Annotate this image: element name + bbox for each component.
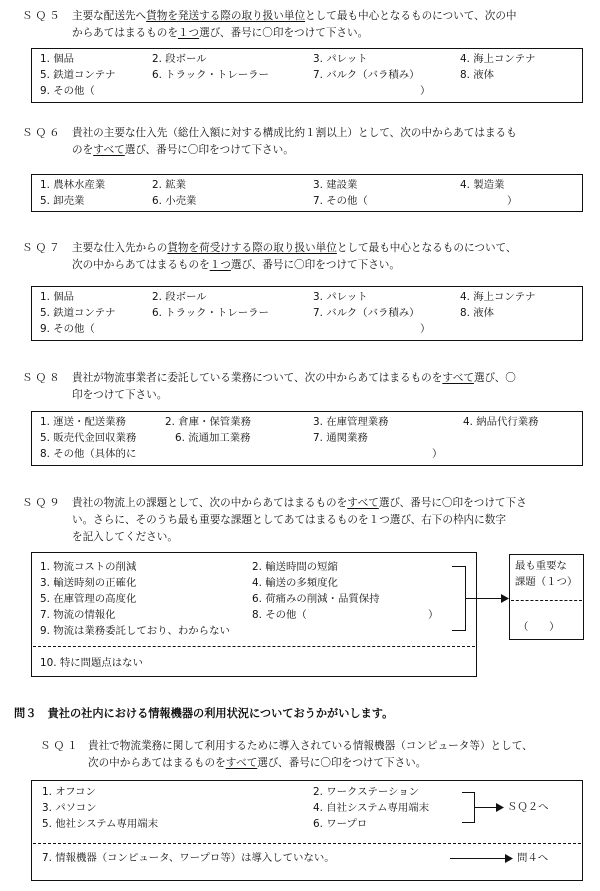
sq7-option-1[interactable]: 1. 個品 [40, 291, 74, 303]
sq1-option-7[interactable]: 7. 情報機器（コンピュータ、ワープロ等）は導入していない。 [42, 852, 335, 864]
sq5-option-4[interactable]: 4. 海上コンテナ [460, 53, 536, 65]
sq7-option-6[interactable]: 6. トラック・トレーラー [152, 307, 269, 319]
sq6-question-line1: 貴社の主要な仕入先（総仕入額に対する構成比約１割以上）として、次の中からあてはまるも [72, 127, 517, 139]
sq1-q4-arrow-line [450, 858, 508, 859]
sq9-option-1[interactable]: 1. 物流コストの削減 [40, 561, 137, 573]
sq5-option-1[interactable]: 1. 個品 [40, 53, 74, 65]
sq5-label: ＳＱ５ [22, 10, 63, 22]
q3-title: 問３ 貴社の社内における情報機器の利用状況についておうかがいします。 [14, 707, 394, 720]
sq5-option-7[interactable]: 7. バルク（バラ積み） [313, 69, 420, 81]
sq8-option-4[interactable]: 4. 納品代行業務 [463, 416, 539, 428]
goto-q4-label: 問４へ [517, 852, 549, 864]
sq1-bracket-bottom [462, 822, 475, 823]
sq7-option-9-close: ） [420, 323, 431, 335]
goto-sq2-label: ＳＱ２へ [507, 801, 549, 813]
sq9-option-4[interactable]: 4. 輸送の多頻度化 [252, 577, 338, 589]
sq7-option-2[interactable]: 2. 段ボール [152, 291, 207, 303]
sq8-option-8[interactable]: 8. その他（具体的に [40, 448, 137, 460]
sq6-option-3[interactable]: 3. 建設業 [313, 179, 358, 191]
sq5-option-9[interactable]: 9. その他（ [40, 85, 95, 97]
sq7-option-9[interactable]: 9. その他（ [40, 323, 95, 335]
sq1-option-5[interactable]: 5. 他社システム専用端末 [42, 818, 159, 830]
sq5-option-8[interactable]: 8. 液体 [460, 69, 494, 81]
sq1-q4-arrow-head-icon [505, 854, 513, 863]
sq9-option-3[interactable]: 3. 輸送時刻の正確化 [40, 577, 137, 589]
sq5-option-5[interactable]: 5. 鉄道コンテナ [40, 69, 116, 81]
sq8-question-line1: 貴社が物流事業者に委託している業務について、次の中からあてはまるものをすべて選び、〇 [72, 372, 516, 384]
sq9-divider [33, 646, 475, 647]
sq1-option-6[interactable]: 6. ワープロ [313, 818, 368, 830]
sq7-option-4[interactable]: 4. 海上コンテナ [460, 291, 536, 303]
sq5-option-9-close: ） [420, 85, 431, 97]
sq9-option-9[interactable]: 9. 物流は業務委託しており、わからない [40, 625, 230, 637]
most-important-divider [511, 600, 582, 601]
sq5-question-line1: 主要な配送先へ貨物を発送する際の取り扱い単位として最も中心となるものについて、次の中 [72, 10, 517, 22]
sq9-option-10[interactable]: 10. 特に問題点はない [40, 657, 143, 669]
most-important-title-line2: 課題（１つ） [515, 576, 578, 588]
sq1-question-line1: 貴社で物流業務に関して利用するために導入されている情報機器（コンピュータ等）として、 [88, 740, 533, 752]
sq9-arrow-line [466, 598, 504, 599]
sq8-option-5[interactable]: 5. 販売代金回収業務 [40, 432, 137, 444]
sq9-question-line2: い。さらに、そのうち最も重要な課題としてあてはまるものを１つ選び、右下の枠内に数字 [72, 514, 506, 526]
sq8-option-6[interactable]: 6. 流通加工業務 [175, 432, 251, 444]
sq9-arrow-head-icon [501, 594, 509, 603]
sq5-option-3[interactable]: 3. パレット [313, 53, 368, 65]
sq9-label: ＳＱ９ [22, 497, 63, 509]
sq9-option-7[interactable]: 7. 物流の情報化 [40, 609, 116, 621]
sq5-option-2[interactable]: 2. 段ボール [152, 53, 207, 65]
sq8-label: ＳＱ８ [22, 372, 63, 384]
sq1-option-4[interactable]: 4. 自社システム専用端末 [313, 802, 430, 814]
sq1-question-line2: 次の中からあてはまるものをすべて選び、番号に〇印をつけて下さい。 [88, 757, 427, 769]
sq9-option-6[interactable]: 6. 荷痛みの削減・品質保持 [252, 593, 380, 605]
sq1-option-1[interactable]: 1. オフコン [42, 786, 96, 798]
sq9-option-8[interactable]: 8. その他（ [252, 609, 307, 621]
sq8-option-8-close: ） [432, 448, 443, 460]
sq8-option-3[interactable]: 3. 在庫管理業務 [313, 416, 389, 428]
sq6-option-1[interactable]: 1. 農林水産業 [40, 179, 106, 191]
sq7-question-line2: 次の中からあてはまるものを１つ選び、番号に〇印をつけて下さい。 [72, 259, 400, 271]
sq1-option-3[interactable]: 3. パソコン [42, 802, 97, 814]
sq1-arrow-head-icon [496, 803, 504, 812]
sq6-option-7[interactable]: 7. その他（ [313, 195, 368, 207]
sq6-option-2[interactable]: 2. 鉱業 [152, 179, 186, 191]
sq8-option-7[interactable]: 7. 通関業務 [313, 432, 368, 444]
sq7-option-7[interactable]: 7. バルク（バラ積み） [313, 307, 420, 319]
sq7-option-8[interactable]: 8. 液体 [460, 307, 494, 319]
most-important-answer-field[interactable]: （ ） [518, 621, 560, 633]
sq1-divider [33, 843, 581, 844]
sq6-option-5[interactable]: 5. 卸売業 [40, 195, 85, 207]
sq5-option-6[interactable]: 6. トラック・トレーラー [152, 69, 269, 81]
sq6-option-7-close: ） [507, 195, 518, 207]
sq6-option-6[interactable]: 6. 小売業 [152, 195, 197, 207]
sq9-bracket-bottom [452, 630, 466, 631]
sq8-option-1[interactable]: 1. 運送・配送業務 [40, 416, 126, 428]
sq8-question-line2: 印をつけて下さい。 [72, 389, 168, 401]
sq7-label: ＳＱ７ [22, 242, 63, 254]
sq7-option-5[interactable]: 5. 鉄道コンテナ [40, 307, 116, 319]
sq9-option-2[interactable]: 2. 輸送時間の短縮 [252, 561, 338, 573]
sq6-question-line2: のをすべて選び、番号に〇印をつけて下さい。 [72, 144, 294, 156]
most-important-title-line1: 最も重要な [515, 560, 567, 572]
sq9-bracket-top [452, 566, 466, 567]
sq7-option-3[interactable]: 3. パレット [313, 291, 368, 303]
sq9-question-line3: を記入してください。 [72, 531, 178, 543]
sq9-option-5[interactable]: 5. 在庫管理の高度化 [40, 593, 137, 605]
sq9-question-line1: 貴社の物流上の課題として、次の中からあてはまるものをすべて選び、番号に〇印をつけて下さ [72, 497, 527, 509]
sq6-option-4[interactable]: 4. 製造業 [460, 179, 505, 191]
sq9-option-8-close: ） [428, 609, 439, 621]
sq5-question-line2: からあてはまるものを１つ選び、番号に〇印をつけて下さい。 [72, 27, 369, 39]
sq7-question-line1: 主要な仕入先からの貨物を荷受けする際の取り扱い単位として最も中心となるものについて、 [72, 242, 517, 254]
sq6-label: ＳＱ６ [22, 127, 63, 139]
sq1-label: ＳＱ１ [40, 740, 81, 752]
sq1-option-2[interactable]: 2. ワークステーション [313, 786, 420, 798]
sq8-option-2[interactable]: 2. 倉庫・保管業務 [165, 416, 251, 428]
